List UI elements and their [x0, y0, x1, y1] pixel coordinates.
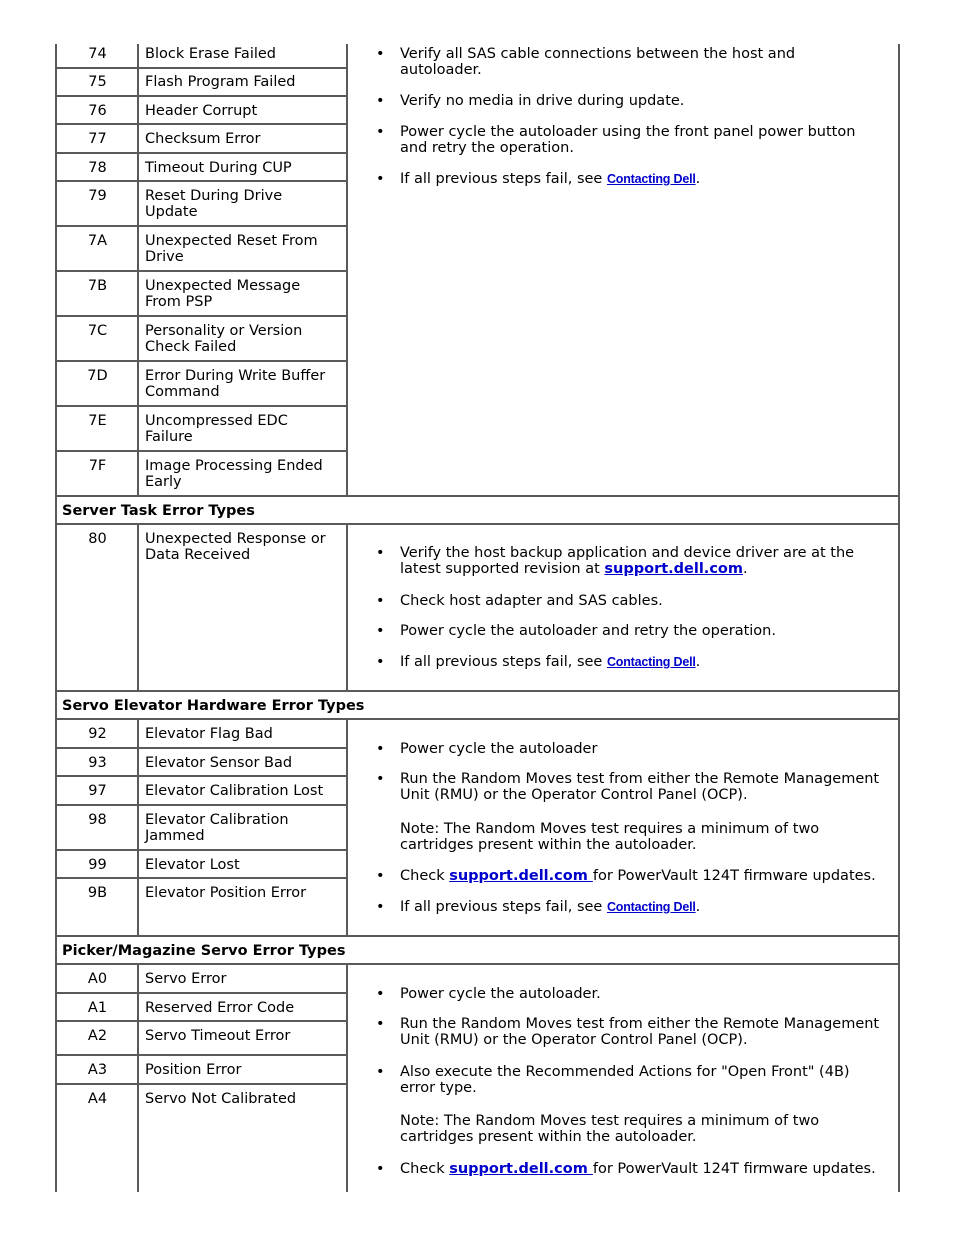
section-divider: [55, 935, 900, 937]
error-description: Image Processing Ended Early: [145, 458, 323, 490]
action-item: • Run the Random Moves test from either the Remote Management Unit (RMU) or the Operator Control Panel (OCP).: [376, 1016, 896, 1048]
desc-column-divider: [346, 524, 348, 691]
action-item: • If all previous steps fail, see Contacting Dell.: [376, 899, 896, 915]
error-code: 74: [88, 46, 107, 62]
error-description: Timeout During CUP: [145, 160, 292, 176]
error-code: 80: [88, 531, 107, 547]
error-description: Flash Program Failed: [145, 74, 296, 90]
section-divider: [55, 495, 900, 497]
row-divider: [55, 1054, 347, 1056]
row-divider: [55, 747, 347, 749]
error-description: Block Erase Failed: [145, 46, 276, 62]
error-code: 93: [88, 755, 107, 771]
contacting-dell-link[interactable]: Contacting Dell: [606, 655, 696, 669]
error-description: Servo Error: [145, 971, 227, 987]
code-column-divider: [137, 524, 139, 691]
error-code: 76: [88, 103, 107, 119]
action-text: If all previous steps fail, see: [400, 654, 607, 670]
row-divider: [55, 992, 347, 994]
row-divider: [55, 1083, 347, 1085]
error-code: 7F: [88, 458, 107, 474]
error-code: 77: [88, 131, 107, 147]
error-code: 7C: [87, 323, 108, 339]
error-code: 92: [88, 726, 107, 742]
error-description: Elevator Position Error: [145, 885, 307, 901]
action-text: If all previous steps fail, see: [400, 171, 607, 187]
note-text: Note: The Random Moves test requires a minimum of two cartridges present within the autoloader.: [400, 1113, 820, 1145]
error-code: 7D: [87, 368, 108, 384]
action-text: for PowerVault 124T firmware updates.: [592, 1161, 876, 1177]
row-divider: [55, 775, 347, 777]
error-description: Header Corrupt: [145, 103, 258, 119]
action-item: • Run the Random Moves test from either the Remote Management Unit (RMU) or the Operator Control Panel (OCP).: [376, 771, 896, 803]
action-item: [376, 868, 896, 884]
action-item: • Also execute the Recommended Actions for "Open Front" (4B) error type.: [376, 1064, 896, 1096]
error-code: 75: [88, 74, 107, 90]
error-description: Elevator Lost: [145, 857, 240, 873]
action-item: • Power cycle the autoloader and retry the operation.: [376, 623, 896, 639]
action-text: Verify the host backup application and device driver are at the latest supported revision at: [400, 545, 855, 577]
row-divider: [55, 180, 347, 182]
error-description: Unexpected Message From PSP: [145, 278, 301, 310]
error-description: Elevator Sensor Bad: [145, 755, 293, 771]
action-item: • Power cycle the autoloader using the front panel power button and retry the operation.: [376, 124, 896, 156]
code-column-divider: [137, 964, 139, 1192]
action-item: • If all previous steps fail, see Contacting Dell.: [376, 171, 896, 187]
action-text: If all previous steps fail, see: [400, 899, 607, 915]
row-divider: [55, 360, 347, 362]
error-description: Reserved Error Code: [145, 1000, 295, 1016]
error-description: Checksum Error: [145, 131, 261, 147]
error-description: Position Error: [145, 1062, 242, 1078]
section-divider: [55, 690, 900, 692]
error-code: A1: [87, 1000, 108, 1016]
row-divider: [55, 849, 347, 851]
error-code: A3: [87, 1062, 108, 1078]
error-code: 9B: [87, 885, 108, 901]
row-divider: [55, 152, 347, 154]
action-item: • Verify no media in drive during update.: [376, 93, 896, 109]
error-description: Elevator Calibration Lost: [145, 783, 324, 799]
action-item: • Verify all SAS cable connections between the host and autoloader.: [376, 46, 896, 78]
error-description: Servo Timeout Error: [145, 1028, 291, 1044]
error-code: 7E: [88, 413, 107, 429]
error-description: Unexpected Response or Data Received: [145, 531, 326, 563]
row-divider: [55, 123, 347, 125]
row-divider: [55, 225, 347, 227]
error-description: Error During Write Buffer Command: [145, 368, 326, 400]
desc-column-divider: [346, 719, 348, 936]
desc-column-divider: [346, 964, 348, 1192]
error-code: 7B: [87, 278, 108, 294]
action-item: • Power cycle the autoloader.: [376, 986, 896, 1002]
row-divider: [55, 67, 347, 69]
error-code: 98: [88, 812, 107, 828]
row-divider: [55, 1020, 347, 1022]
row-divider: [55, 450, 347, 452]
error-description: Unexpected Reset From Drive: [145, 233, 318, 265]
action-item: [376, 1161, 896, 1177]
error-description: Servo Not Calibrated: [145, 1091, 297, 1107]
error-description: Uncompressed EDC Failure: [145, 413, 288, 445]
error-code: 99: [88, 857, 107, 873]
action-text: for PowerVault 124T firmware updates.: [592, 868, 876, 884]
table-right-border: [898, 44, 900, 1192]
error-description: Personality or Version Check Failed: [145, 323, 303, 355]
contacting-dell-link[interactable]: Contacting Dell: [606, 900, 696, 914]
section-title-servo-elevator: Servo Elevator Hardware Error Types: [62, 698, 365, 714]
section-divider: [55, 718, 900, 720]
row-divider: [55, 270, 347, 272]
section-title-picker-magazine: Picker/Magazine Servo Error Types: [62, 943, 346, 959]
section-divider: [55, 963, 900, 965]
action-item: • Verify the host backup application and device driver are at the latest supported revision at support.dell.com.: [376, 545, 896, 577]
section-title-server-task: Server Task Error Types: [62, 503, 255, 519]
row-divider: [55, 405, 347, 407]
row-divider: [55, 877, 347, 879]
support-dell-link[interactable]: support.dell.com: [449, 868, 593, 884]
row-divider: [55, 804, 347, 806]
row-divider: [55, 315, 347, 317]
action-text: Check: [400, 868, 450, 884]
error-code: 78: [88, 160, 107, 176]
action-item: • Check host adapter and SAS cables.: [376, 593, 896, 609]
section-divider: [55, 523, 900, 525]
row-divider: [55, 95, 347, 97]
contacting-dell-link[interactable]: Contacting Dell: [606, 172, 696, 186]
error-description: Elevator Flag Bad: [145, 726, 273, 742]
error-code: A2: [87, 1028, 108, 1044]
action-text: Check: [400, 1161, 450, 1177]
error-code: 97: [88, 783, 107, 799]
error-description: Elevator Calibration Jammed: [145, 812, 289, 844]
note-text: Note: The Random Moves test requires a minimum of two cartridges present within the autoloader.: [400, 821, 820, 853]
error-description: Reset During Drive Update: [145, 188, 283, 220]
error-code: 79: [88, 188, 107, 204]
error-code: A4: [87, 1091, 108, 1107]
support-dell-link[interactable]: support.dell.com: [604, 561, 743, 577]
action-item: • If all previous steps fail, see Contacting Dell.: [376, 654, 896, 670]
error-code: 7A: [87, 233, 108, 249]
action-item: • Power cycle the autoloader: [376, 741, 896, 757]
support-dell-link[interactable]: support.dell.com: [449, 1161, 593, 1177]
code-column-divider: [137, 719, 139, 936]
error-code: A0: [87, 971, 108, 987]
